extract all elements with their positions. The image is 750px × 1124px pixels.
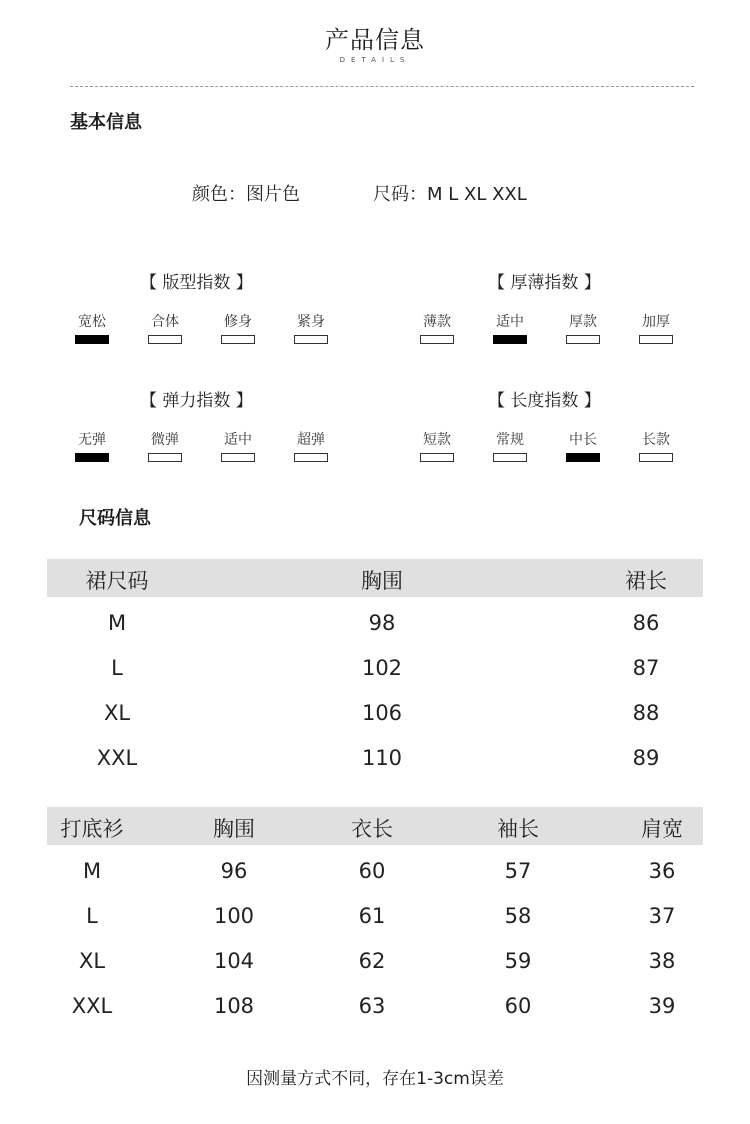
table-cell: 57: [504, 859, 532, 883]
table-cell: 88: [632, 701, 660, 725]
index-title: 【 弹力指数 】: [140, 391, 253, 411]
table-header-cell: 胸围: [213, 817, 255, 841]
index-option-label: 常规: [496, 432, 524, 448]
table-header-cell: 袖长: [497, 817, 539, 841]
table-header-cell: 胸围: [361, 569, 403, 593]
table-cell: 37: [648, 904, 676, 928]
table-cell: 38: [648, 949, 676, 973]
index-option-label: 适中: [496, 314, 524, 330]
index-indicator-selected: [493, 335, 527, 344]
index-option-label: 适中: [224, 432, 252, 448]
index-indicator-selected: [75, 453, 109, 462]
index-title: 【 长度指数 】: [488, 391, 601, 411]
index-option-label: 合体: [151, 314, 179, 330]
index-title: 【 版型指数 】: [140, 273, 253, 293]
page-subtitle: DETAILS: [339, 56, 411, 64]
table-cell: 102: [361, 656, 403, 680]
index-option-label: 加厚: [642, 314, 670, 330]
table-cell: L: [111, 656, 123, 680]
index-indicator: [420, 453, 454, 462]
table-cell: XL: [103, 701, 131, 725]
index-option-label: 短款: [423, 432, 451, 448]
index-option-label: 超弹: [297, 432, 325, 448]
index-indicator: [221, 453, 255, 462]
table-cell: 104: [213, 949, 255, 973]
index-option-label: 无弹: [78, 432, 106, 448]
table-cell: M: [107, 611, 127, 635]
table-cell: XXL: [96, 746, 138, 770]
table-cell: XXL: [71, 994, 113, 1018]
index-indicator-selected: [566, 453, 600, 462]
basic-info-heading: 基本信息: [70, 112, 142, 133]
table-cell: 63: [358, 994, 386, 1018]
table-cell: 60: [358, 859, 386, 883]
table-cell: 86: [632, 611, 660, 635]
index-indicator: [639, 453, 673, 462]
index-indicator: [221, 335, 255, 344]
index-option-label: 修身: [224, 314, 252, 330]
index-option-label: 中长: [569, 432, 597, 448]
index-option-label: 薄款: [423, 314, 451, 330]
index-option-label: 微弹: [151, 432, 179, 448]
table-header-cell: 肩宽: [641, 817, 683, 841]
table-cell: 108: [213, 994, 255, 1018]
table-cell: 98: [368, 611, 396, 635]
index-option-label: 宽松: [78, 314, 106, 330]
dotted-divider: [70, 86, 694, 87]
index-indicator: [294, 335, 328, 344]
table-header-cell: 衣长: [351, 817, 393, 841]
measurement-note: 因测量方式不同，存在1-3cm误差: [246, 1069, 504, 1089]
index-indicator: [639, 335, 673, 344]
index-option-label: 长款: [642, 432, 670, 448]
table-cell: 106: [361, 701, 403, 725]
index-indicator: [148, 335, 182, 344]
table-cell: 89: [632, 746, 660, 770]
table-cell: 59: [504, 949, 532, 973]
index-title: 【 厚薄指数 】: [488, 273, 601, 293]
table-cell: XL: [78, 949, 106, 973]
index-indicator: [420, 335, 454, 344]
table-cell: 96: [220, 859, 248, 883]
table-cell: 62: [358, 949, 386, 973]
page-title: 产品信息: [325, 26, 425, 54]
index-indicator: [148, 453, 182, 462]
size-info: 尺码：M L XL XXL: [373, 184, 527, 205]
size-info-heading: 尺码信息: [79, 508, 151, 529]
table-cell: 36: [648, 859, 676, 883]
table-cell: M: [82, 859, 102, 883]
table-cell: L: [86, 904, 98, 928]
index-option-label: 紧身: [297, 314, 325, 330]
table-header-cell: 打底衫: [60, 817, 124, 841]
index-option-label: 厚款: [569, 314, 597, 330]
table-cell: 39: [648, 994, 676, 1018]
table-cell: 61: [358, 904, 386, 928]
index-indicator-selected: [75, 335, 109, 344]
table-header-cell: 裙尺码: [85, 569, 149, 593]
table-cell: 58: [504, 904, 532, 928]
table-cell: 60: [504, 994, 532, 1018]
table-cell: 110: [361, 746, 403, 770]
index-indicator: [294, 453, 328, 462]
table-cell: 87: [632, 656, 660, 680]
color-info: 颜色：图片色: [192, 184, 300, 205]
table-header-cell: 裙长: [625, 569, 667, 593]
index-indicator: [493, 453, 527, 462]
table-cell: 100: [213, 904, 255, 928]
index-indicator: [566, 335, 600, 344]
